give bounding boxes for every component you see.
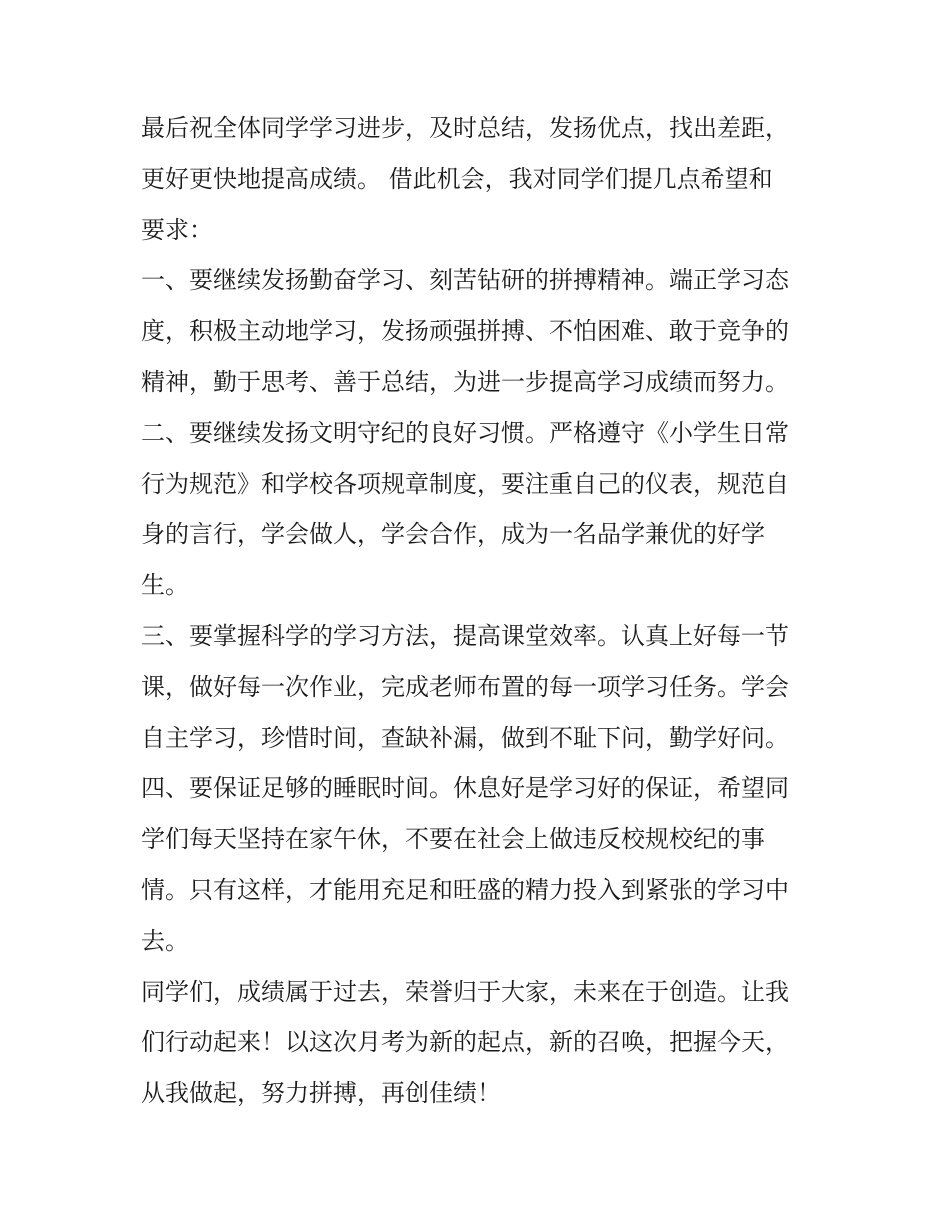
text-line: 课，做好每一次作业，完成老师布置的每一项学习任务。学会 <box>141 672 789 701</box>
text-line: 们行动起来！以这次月考为新的起点，新的召唤，把握今天， <box>141 1028 789 1057</box>
text-line: 三、要掌握科学的学习方法，提高课堂效率。认真上好每一节 <box>141 621 789 650</box>
document-body <box>141 103 813 1119</box>
text-line: 度，积极主动地学习，发扬顽强拼搏、不怕困难、敢于竞争的 <box>141 317 789 346</box>
text-line: 最后祝全体同学学习进步，及时总结，发扬优点，找出差距， <box>141 114 789 142</box>
text-line: 二、要继续发扬文明守纪的良好习惯。严格遵守《小学生日常 <box>141 418 789 447</box>
text-line: 学们每天坚持在家午休，不要在社会上做违反校规校纪的事 <box>141 825 765 854</box>
text-line: 自主学习，珍惜时间，查缺补漏，做到不耻下问，勤学好问。 <box>141 723 789 752</box>
text-line: 同学们，成绩属于过去，荣誉归于大家，未来在于创造。让我 <box>141 977 789 1006</box>
text-line: 去。 <box>141 926 189 955</box>
text-line: 从我做起，努力拼搏，再创佳绩！ <box>141 1079 501 1108</box>
text-line: 精神，勤于思考、善于总结，为进一步提高学习成绩而努力。 <box>141 367 789 396</box>
text-line: 身的言行，学会做人，学会合作，成为一名品学兼优的好学 <box>141 520 765 549</box>
text-line: 行为规范》和学校各项规章制度，要注重自己的仪表，规范自 <box>141 469 789 498</box>
text-line: 情。只有这样，才能用充足和旺盛的精力投入到紧张的学习中 <box>141 875 789 904</box>
text-line: 生。 <box>141 571 189 600</box>
text-line: 更好更快地提高成绩。 借此机会，我对同学们提几点希望和 <box>141 164 773 193</box>
text-line: 一、要继续发扬勤奋学习、刻苦钻研的拼搏精神。端正学习态 <box>141 266 789 295</box>
text-line: 要求： <box>141 215 213 244</box>
text-line: 四、要保证足够的睡眠时间。休息好是学习好的保证，希望同 <box>141 774 789 803</box>
